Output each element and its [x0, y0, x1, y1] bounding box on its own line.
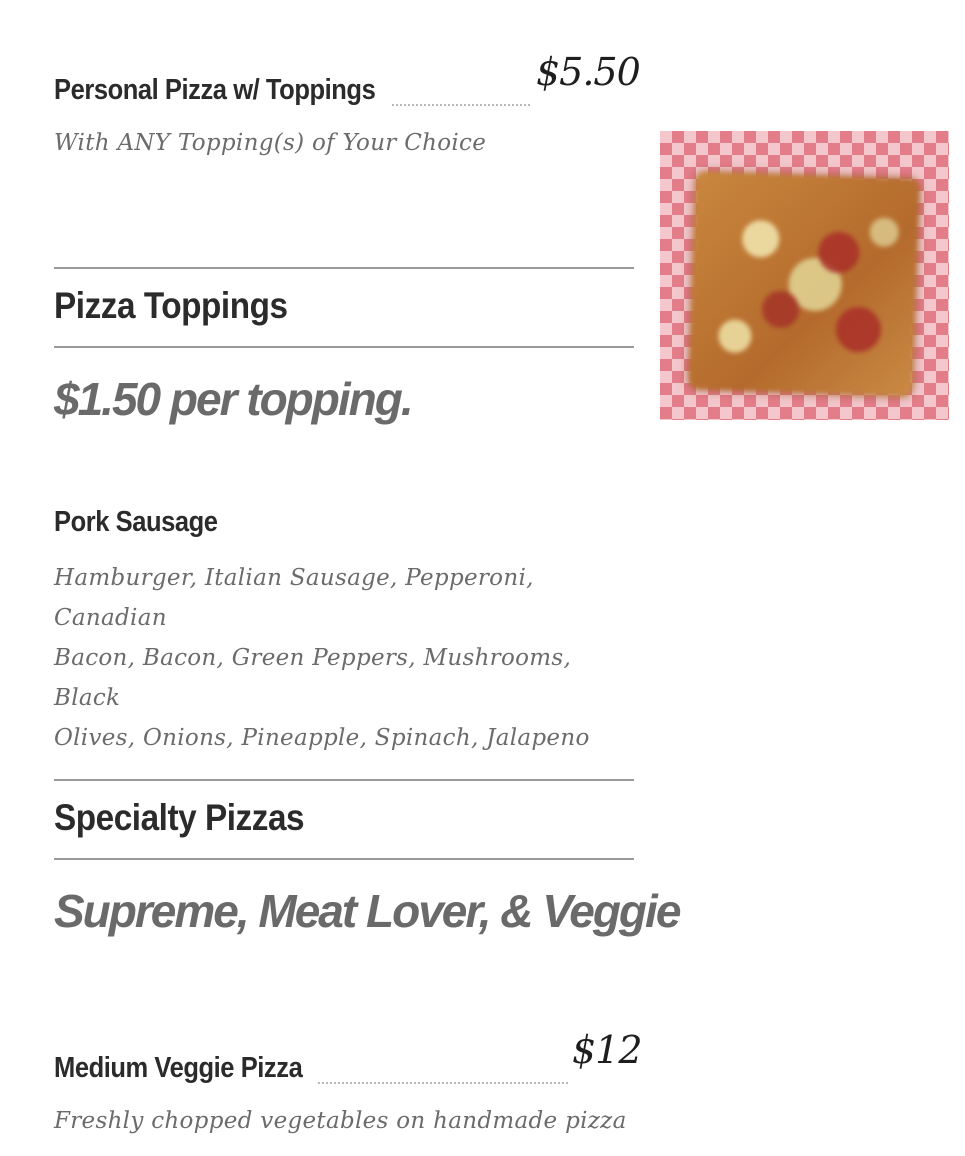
pizza-slice-image — [688, 171, 919, 397]
section-divider-top — [54, 267, 634, 269]
pork-sausage-title: Pork Sausage — [54, 506, 218, 538]
section-divider-bottom — [54, 346, 634, 348]
price-leader-dots — [318, 1082, 568, 1084]
personal-pizza-description: With ANY Topping(s) of Your Choice — [54, 130, 487, 156]
specialty-note: Supreme, Meat Lover, & Veggie — [54, 885, 680, 937]
personal-pizza-price: $5.50 — [536, 50, 640, 94]
toppings-section-title: Pizza Toppings — [54, 285, 288, 326]
personal-pizza-title: Personal Pizza w/ Toppings — [54, 74, 376, 106]
medium-veggie-description: Freshly chopped vegetables on handmade pizza — [54, 1108, 627, 1134]
specialty-section-title: Specialty Pizzas — [54, 797, 305, 838]
medium-veggie-price: $12 — [572, 1028, 642, 1072]
section-divider-top — [54, 779, 634, 781]
pizza-photo-icon — [660, 131, 949, 420]
medium-veggie-title: Medium Veggie Pizza — [54, 1052, 303, 1084]
topping-price-note: $1.50 per topping. — [54, 373, 412, 425]
price-leader-dots — [392, 104, 530, 106]
section-divider-bottom — [54, 858, 634, 860]
toppings-line: Olives, Onions, Pineapple, Spinach, Jalapeno — [54, 725, 590, 751]
toppings-line: Hamburger, Italian Sausage, Pepperoni, Canadian — [54, 565, 534, 631]
toppings-line: Bacon, Bacon, Green Peppers, Mushrooms, Black — [54, 645, 572, 711]
toppings-list — [54, 558, 614, 758]
